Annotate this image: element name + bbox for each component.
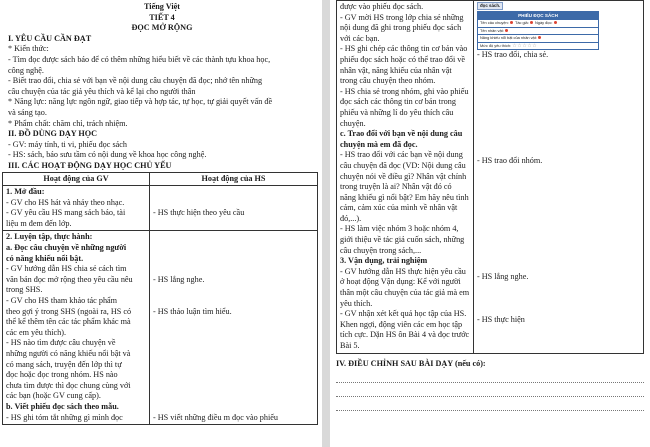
teacher-line: ở hoạt động Vận dụng: Kể với người [340,277,461,287]
teacher-line: văn bản đọc mở rộng theo yêu cầu nêu [6,274,133,284]
teacher-line: - GV nhận xét kết quả học tập của HS. [340,309,467,319]
teacher-line: nội dung đã ghi trong phiếu đọc sách [340,23,462,33]
activities-table [2,172,318,426]
teacher-line: tích cực. Dặn HS ôn Bài 4 và đọc trước [340,330,470,340]
notes-line-2 [336,386,644,397]
student-line [153,402,314,413]
teacher-line: chưa tìm được thì đọc chung cùng với [6,380,131,390]
spacer-line [477,82,640,93]
teacher-line: a. Đọc câu chuyện về những người [6,243,127,253]
student-cell [150,231,318,425]
spacer-line [477,135,640,146]
teacher-line: câu chuyện trong sách,... [340,245,422,255]
spacer-line [477,198,640,209]
student-column [474,1,644,354]
field-author: Tác giả: [514,20,529,25]
spacer-line [477,283,640,294]
student-line [153,391,314,402]
spacer-line [477,177,640,188]
student-note: - HS lắng nghe. [477,272,529,282]
teacher-line: các bạn (hoặc GV cung cấp). [6,391,101,401]
teacher-line: - GV cho HS tham khảo tác phẩm [6,296,118,306]
student-line [153,328,314,339]
teacher-line: Bài 5. [340,341,360,350]
field-talent: Năng khiếu nổi bật của nhân vật: [480,35,537,40]
student-line [153,198,314,209]
section-1-line: * Phẩm chất: chăm chỉ, trách nhiệm. [8,118,128,128]
teacher-line: c. Trao đổi với bạn về nội dung câu [340,129,463,139]
teacher-line: nhân vật, năng khiếu của nhân vật [340,65,452,75]
col-header-student: Hoạt động của HS [150,172,318,186]
section-2-body [8,140,316,161]
teacher-line: trong câu chuyện theo nhóm. [340,76,436,86]
student-line [153,370,314,381]
section-1-line: câu chuyện của tác giả yêu thích và kể lại cho người thân [8,86,196,96]
teacher-line: đọc hoặc đọc trong nhóm. HS nào [6,370,118,380]
field-character: Tên nhân vật: [480,27,504,33]
teacher-line: chuyện mà em đã đọc. [340,139,418,149]
teacher-line: - HS làm việc nhóm 3 hoặc nhóm 4, [340,224,459,234]
teacher-line: - GV hướng dẫn HS thực hiện yêu cầu [340,266,466,276]
teacher-line: có năng khiếu nổi bật. [6,253,84,263]
teacher-line: giới thiệu về tác giả cuốn sách, những [340,235,465,245]
spacer-line [477,188,640,199]
teacher-line: 1. Mở đầu: [6,187,45,197]
teacher-line: - HS chia sẻ trong nhóm, ghi vào phiếu [340,86,469,96]
teacher-line: - HS trao đổi với các bạn về nội dung [340,150,463,160]
reading-card [477,11,599,50]
student-line [153,264,314,275]
spacer-line [477,294,640,305]
document-page-left [0,0,322,447]
teacher-line: Khen ngợi, động viên các em học tập [340,319,463,329]
notes-line-3 [336,400,644,411]
teacher-line: theo gợi ý trong SHS (ngoài ra, HS có [6,306,132,316]
section-3-title: III. CÁC HOẠT ĐỘNG DẠY HỌC CHỦ YẾU [8,160,172,170]
teacher-line: 2. Luyện tập, thực hành: [6,232,93,242]
section-2-line: - HS: sách, báo sưu tầm có nội dung về khoa học công nghệ. [8,150,207,160]
section-1-line: công nghệ. [8,65,44,75]
card-label: đọc sách. [477,2,503,10]
student-note: - HS thực hiện [477,314,525,324]
table-row [3,186,318,231]
period-title: TIẾT 4 [149,12,175,22]
student-line: - HS thảo luận tìm hiểu. [153,306,232,316]
teacher-line: những người có năng khiếu nổi bật và [6,349,131,358]
section-1-line: - Biết trao đổi, chia sẻ với bạn về nội dung câu chuyện đã đọc; nhớ tên những [8,76,263,86]
teacher-line: phiếu và những lí do yêu thích câu [340,107,454,117]
student-notes [477,50,640,325]
student-line [153,187,314,198]
section-2-line: - GV: máy tính, ti vi, phiếu đọc sách [8,139,127,149]
teacher-line: với các bạn. [340,33,380,43]
student-line: - HS lắng nghe. [153,274,205,284]
lesson-title: ĐỌC MỞ RỘNG [131,23,193,33]
spacer-line [477,220,640,231]
spacer-line [477,145,640,156]
col-header-teacher: Hoạt động của GV [3,172,150,186]
section-1-line: - Tìm đọc được sách báo để có thêm những hiểu biết về các thành tựu khoa học, [8,54,271,64]
teacher-line: cảm, cảm xúc của mình về nhân vật [340,203,458,213]
page-gutter [322,0,330,447]
spacer-line [477,114,640,125]
spacer-line [477,209,640,220]
student-line [153,243,314,254]
activities-table-continued [336,0,644,354]
teacher-line: liệu m đem đến lớp. [6,218,72,228]
spacer-line [477,92,640,103]
teacher-column [337,1,474,354]
spacer-line [477,262,640,273]
student-note: - HS trao đổi, chia sẻ. [477,50,549,59]
spacer-line [477,124,640,135]
spacer-line [477,103,640,114]
section-1-line: và sáng tạo. [8,107,47,117]
teacher-line: thân một câu chuyện của tác giả mà em [340,288,470,298]
student-line: - HS viết những điều m đọc vào phiếu [153,412,278,422]
teacher-line: đọc sách các thông tin cơ bản trong [340,97,456,107]
section-4-title: IV. ĐIỀU CHỈNH SAU BÀI DẠY (nếu có): [336,358,486,368]
student-line [153,317,314,328]
spacer-line [477,241,640,252]
card-row-talent [478,34,598,42]
notes-line-1 [336,372,644,383]
student-line [153,254,314,265]
teacher-line: câu chuyện đã đọc (VD: Nội dung câu [340,160,466,170]
card-row-story [478,19,598,27]
teacher-line: - HS ghi tóm tắt những gì mình đọc [6,412,123,422]
teacher-line: - GV hướng dẫn HS chia sẻ cách tìm [6,264,127,274]
field-story-name: Tên câu chuyện: [480,20,509,25]
spacer-line [477,167,640,178]
field-date: Ngày đọc: [534,20,553,25]
teacher-line: phiếu đọc sách hoặc có thể trao đổi về [340,54,466,64]
student-line [153,232,314,243]
student-line [153,349,314,360]
teacher-line: - GV cho HS hát và nhảy theo nhạc. [6,197,125,207]
teacher-line: trong truyện là ai? Nhân vật đó có [340,182,452,192]
spacer-line [477,304,640,315]
rating-stars: ☆☆☆☆☆ [512,42,538,49]
card-row-character [478,27,598,35]
teacher-line: đó,...). [340,213,362,223]
teacher-line: 3. Vận dụng, trải nghiệm [340,256,428,266]
teacher-line: có mang sách, truyện đến lớp thì tự [6,359,122,369]
teacher-line: các em yêu thích). [6,327,67,337]
student-line [153,285,314,296]
teacher-line: năng khiếu gì nổi bật? Em hãy nêu tình [340,192,469,202]
section-1-title: I. YÊU CẦU CẦN ĐẠT [8,33,92,43]
teacher-line: yêu thích. [340,298,373,308]
spacer-line [477,61,640,72]
teacher-line: trong SHS. [6,285,43,295]
teacher-line: b. Viết phiếu đọc sách theo mẫu. [6,401,119,411]
teacher-line: - GV mời HS trong lớp chia sẻ những [340,12,464,22]
student-note: - HS trao đổi nhóm. [477,155,543,165]
teacher-cell [3,186,150,231]
teacher-cell [3,231,150,425]
student-line [153,296,314,307]
student-line [153,360,314,371]
card-row-rating [478,42,598,50]
student-line: - HS thực hiện theo yêu cầu [153,208,245,218]
teacher-line: chuyện. [340,118,366,128]
subject-title: Tiếng Việt [143,2,180,11]
teacher-line: - GV yêu cầu HS mang sách báo, tài [6,208,126,218]
teacher-line: chuyện nói về điều gì? Nhân vật chính [340,171,467,181]
teacher-line: thể kể thêm tên các tác phẩm khác mà [6,317,131,327]
teacher-line: được vào phiếu đọc sách. [340,2,424,11]
document-page-right [330,0,650,447]
section-1-line: * Kiến thức: [8,44,49,54]
section-2-title: II. ĐỒ DÙNG DẠY HỌC [8,129,98,139]
spacer-line [477,230,640,241]
field-rating: Mức độ yêu thích: [480,42,512,48]
teacher-line: - HS nào tìm được câu chuyện về [6,338,116,348]
section-1-line: * Năng lực: năng lực ngôn ngữ, giao tiếp và hợp tác, tự học, tự giải quyết vấn đề [8,97,273,107]
section-1-body [8,44,316,129]
teacher-line: - HS ghi chép các thông tin cơ bản vào [340,44,468,54]
spacer-line [477,71,640,82]
student-line [153,338,314,349]
student-cell [150,186,318,231]
table-row [3,231,318,425]
spacer-line [477,251,640,262]
student-line [153,381,314,392]
reading-card-title: PHIẾU ĐỌC SÁCH [478,12,598,19]
